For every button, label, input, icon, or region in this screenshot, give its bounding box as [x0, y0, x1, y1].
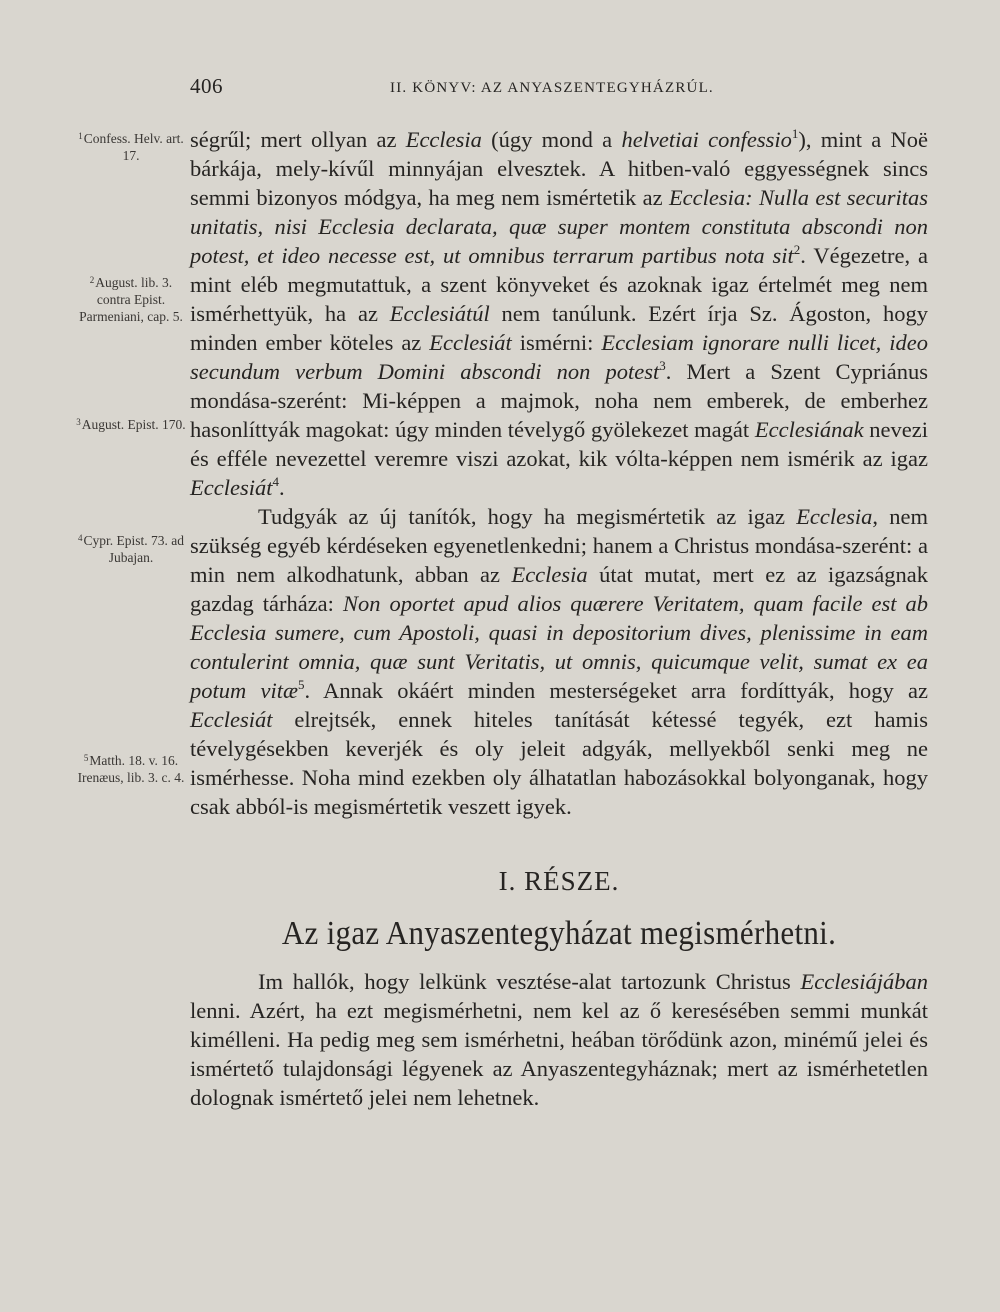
italic-run: Ecclesia: Nulla est securitas unitatis, nisi Ecclesia declarata, quæ super montem constituta abscondi non potest, et ideo necesse est, ut omnibus terrarum partibus nota sit — [190, 185, 928, 268]
section-subtitle: Az igaz Anyaszentegyházat megismérhetni. — [281, 913, 837, 952]
margin-note-text: Matth. 18. v. 16. Irenæus, lib. 3. c. 4. — [77, 753, 185, 785]
margin-note-text: August. lib. 3. contra Epist. Parmeniani, cap. 5. — [79, 275, 183, 324]
italic-run: Ecclesiát — [190, 707, 273, 732]
margin-note-5 — [72, 750, 190, 786]
italic-run: Ecclesia — [511, 562, 588, 587]
text-run: útat mutat, mert ez az igazságnak gazdag tárháza: — [190, 562, 928, 616]
italic-run: Ecclesiátúl — [389, 301, 490, 326]
margin-note-3 — [72, 414, 190, 433]
margin-note-number: 1 — [78, 131, 83, 141]
text-run: . — [278, 475, 285, 500]
text-run: Im hallók, hogy lelkünk vesztése-alat tartozunk Christus — [258, 969, 801, 994]
text-run: (úgy mond a — [481, 127, 622, 152]
footnote-ref: 3 — [659, 358, 666, 373]
italic-run: helvetiai confessio — [621, 127, 792, 152]
margin-note-number: 3 — [76, 417, 81, 427]
italic-run: Ecclesiam ignorare nulli licet, ideo secundum verbum Domini abscondi non potest — [190, 330, 928, 384]
italic-run: Ecclesiát — [429, 330, 512, 355]
italic-run: Ecclesiának — [754, 417, 864, 442]
text-run: ), mint a Noë bárkája, mely-kívűl minnyájan elvesztek. A hitben-való eggyességnek sincs semmi bizonyos módgya, ha meg nem ismértetik az — [190, 127, 929, 210]
footnote-ref: 1 — [791, 126, 799, 141]
text-run: lenni. Azért, ha ezt megismérhetni, nem kel az ő keresésében semmi munkát kimélleni. Ha pedig meg sem ismérhetni, heában törődünk azon, minémű jelei és ismértető tulajdonsági légyenek az Anyaszentegyháznak; mert az ismérhetetlen dolognak ismértető jelei nem lehetnek. — [190, 998, 928, 1110]
paragraph-1 — [190, 125, 928, 502]
margin-note-text: Cypr. Epist. 73. ad Jubajan. — [83, 533, 184, 565]
margin-note-number: 2 — [89, 275, 95, 285]
text-run: , nem szükség egyéb kérdéseken egyenetlenkedni; hanem a Christus mondása-szerént: a min nem alkodhatunk, abban az — [190, 504, 928, 587]
text-run: nevezi és efféle nevezettel veremre viszi azokat, kik vólta-képpen nem ismérik az igaz — [190, 417, 928, 471]
footnote-ref: 5 — [297, 677, 305, 692]
page-number: 406 — [190, 74, 223, 98]
text-run: ségrűl; mert ollyan az — [190, 127, 406, 152]
margin-note-number: 5 — [83, 753, 89, 763]
main-text — [190, 125, 928, 1112]
text-run: . Végezetre, a mint eléb megmutattuk, a szent könyveket és azoknak igaz értelmét meg nem ismérhettyük, ha az — [190, 243, 928, 326]
italic-run: Ecclesia — [796, 504, 873, 529]
italic-run: Ecclesiájában — [800, 969, 928, 994]
text-run: . Mert a Szent Cypriánus mondása-szerént: Mi-képpen a majmok, noha nem emberek, de emberhez hasonlíttyák magokat: úgy minden tévelygő gyölekezet magát — [190, 359, 928, 442]
italic-run: Ecclesiát — [190, 475, 273, 500]
section-title: I. RÉSZE. — [498, 866, 620, 896]
margin-note-4 — [72, 530, 190, 566]
page-header — [190, 74, 930, 104]
margin-note-number: 4 — [78, 533, 83, 543]
paragraph-3 — [190, 967, 928, 1112]
text-run: nem tanúlunk. Ezért írja Sz. Ágoston, hogy minden ember köteles az — [190, 301, 928, 355]
margin-note-text: August. Epist. 170. — [81, 417, 186, 432]
italic-run: Ecclesia — [405, 127, 482, 152]
paragraph-2 — [190, 502, 928, 821]
margin-note-text: Confess. Helv. art. 17. — [83, 131, 184, 163]
text-run: ismérni: — [511, 330, 602, 355]
footnote-ref: 2 — [793, 242, 801, 257]
text-run: . Annak okáért minden mesterségeket arra fordíttyák, hogy az — [304, 678, 928, 703]
footnote-ref: 4 — [272, 474, 279, 489]
text-run: Tudgyák az új tanítók, hogy ha megismértetik az igaz — [258, 504, 797, 529]
italic-run: Non oportet apud alios quærere Veritatem, quam facile est ab Ecclesia sumere, cum Apostoli, quasi in depositorium dives, plenissime in eam contulerint omnia, quæ sunt Veritatis, ut omnis, quicumque velit, sumat ex ea potum vitæ — [190, 591, 928, 703]
text-run: elrejtsék, ennek hiteles tanítását kétessé tegyék, ezt hamis tévelygésekben keverjék és oly jeleit adgyák, mellyekből senki meg ne ismérhesse. Noha mind ezekben oly álhatatlan habozásokkal bolyonganak, hogy csak abból-is megismértetik veszett igyek. — [190, 707, 928, 819]
running-head: II. KÖNYV: AZ ANYASZENTEGYHÁZRÚL. — [390, 80, 714, 96]
margin-note-2 — [72, 272, 190, 325]
margin-note-1 — [72, 128, 190, 164]
